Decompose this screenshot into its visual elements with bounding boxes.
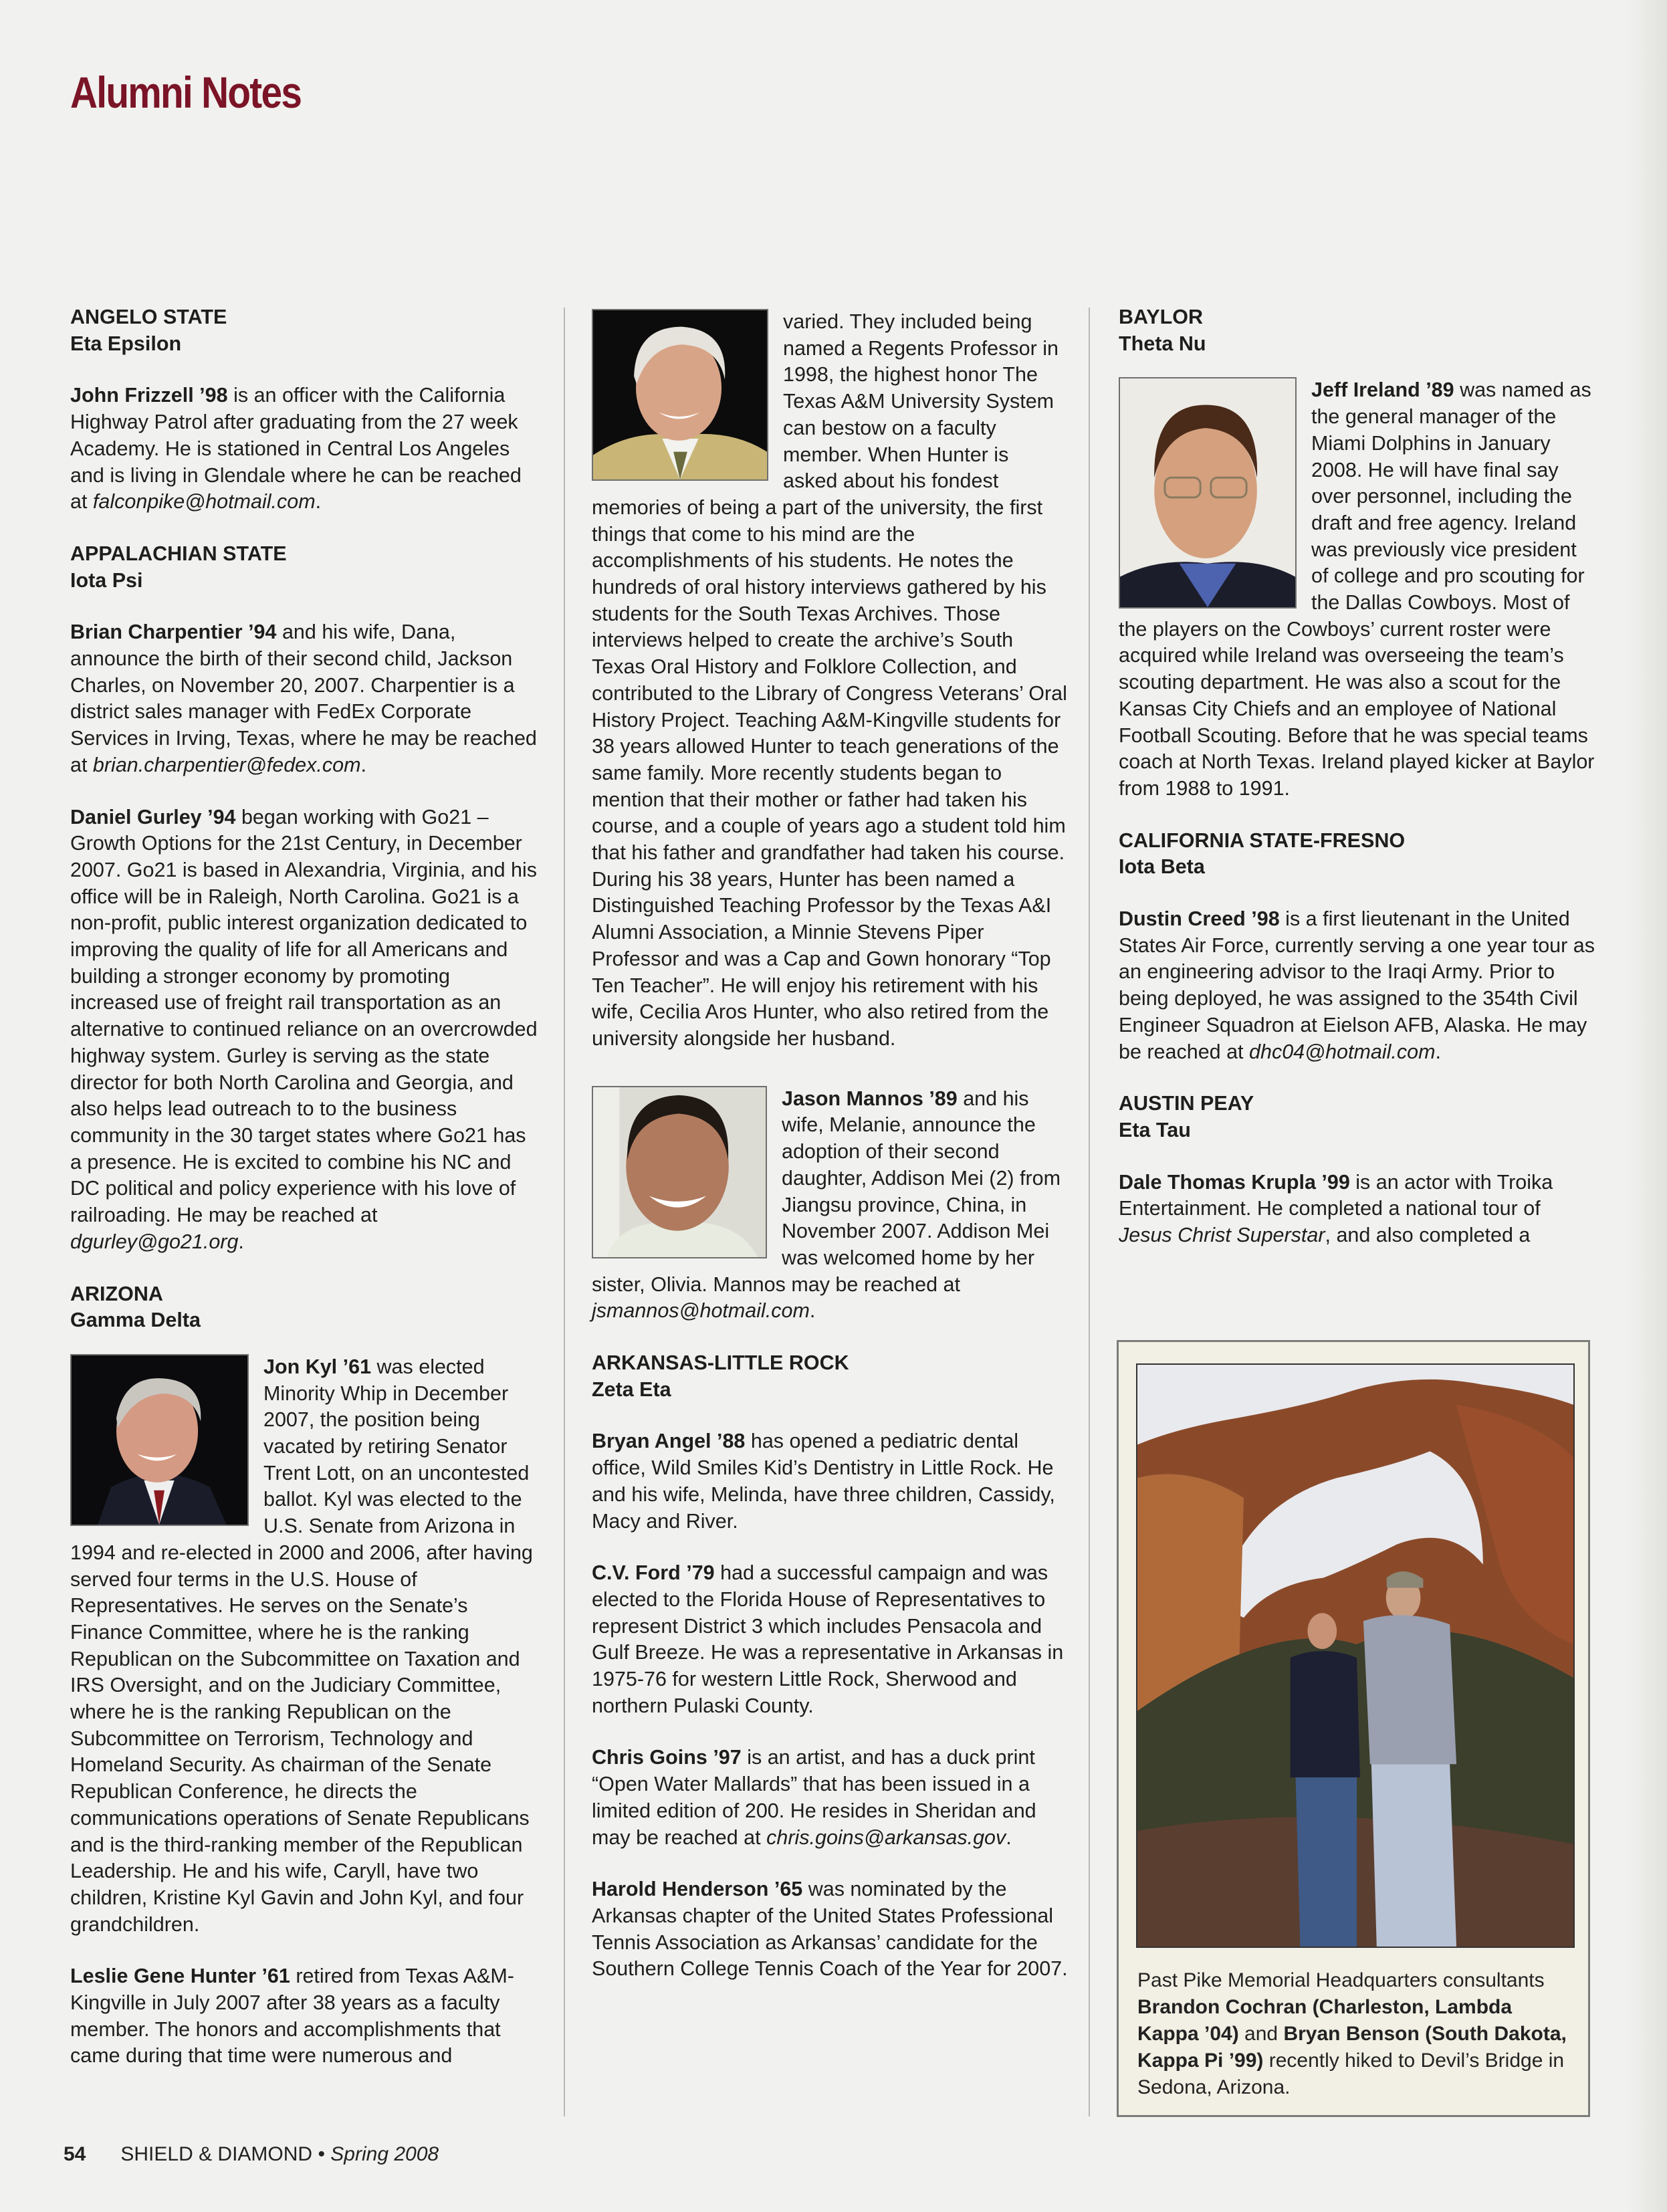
school-name: ARKANSAS-LITTLE ROCK — [592, 1351, 849, 1375]
alumnus-name: Dustin Creed ’98 — [1119, 907, 1280, 931]
chapter-name: Gamma Delta — [70, 1309, 201, 1332]
chapter-header — [1119, 304, 1595, 357]
chapter-name: Eta Tau — [1119, 1118, 1191, 1141]
portrait-jon-kyl-photo — [70, 1354, 249, 1526]
photo-caption: Past Pike Memorial Headquarters consultants Brandon Cochran (Charleston, Lambda Kappa ’04) and Bryan Benson (South Dakota, Kappa Pi ’99) recently hiked to Devil’s Bridge in Sedona, Arizona. — [1137, 1969, 1567, 2098]
column-1 — [70, 304, 538, 2070]
alumnus-name: C.V. Ford ’79 — [592, 1561, 715, 1585]
email-link[interactable]: brian.charpentier@fedex.com — [92, 753, 361, 776]
alumnus-name: Jason Mannos ’89 — [782, 1087, 958, 1110]
alumnus-name: Dale Thomas Krupla ’99 — [1119, 1170, 1350, 1194]
school-name: BAYLOR — [1119, 306, 1203, 328]
column-2 — [592, 309, 1068, 2008]
column-divider — [564, 308, 565, 2116]
chapter-header — [70, 1281, 538, 1334]
chapter-header — [70, 304, 538, 357]
chapter-name: Eta Epsilon — [70, 332, 182, 355]
publication-name: SHIELD & DIAMOND — [120, 2143, 313, 2165]
school-name: APPALACHIAN STATE — [70, 542, 287, 565]
chapter-name: Iota Psi — [70, 568, 143, 592]
alumni-note: Jeff Ireland ’89 was named as the general manager of the Miami Dolphins in January 2008. He will have final say over personnel, including the draft and free agency. Ireland was previously vice president of college and pro scouting for the Dallas Cowboys. Most of the players on the Cowboys’ current roster were acquired while Ireland was overseeing the team’s scouting department. He was also a scout for the Kansas City Chiefs and an employee of National Football Scouting. Before that he was special teams coach at North Texas. Ireland played kicker at Baylor from 1988 to 1991. — [1119, 378, 1595, 800]
landscape-photo-icon — [1137, 1365, 1573, 1947]
school-name: AUSTIN PEAY — [1119, 1092, 1254, 1115]
page-footer — [64, 2143, 439, 2166]
portrait-jason-mannos-photo — [592, 1086, 767, 1258]
portrait-leslie-hunter-photo — [592, 309, 768, 481]
alumnus-name: Daniel Gurley ’94 — [70, 805, 236, 828]
school-name: ANGELO STATE — [70, 306, 227, 328]
alumnus-name: John Frizzell ’98 — [70, 384, 228, 407]
alumni-note: Jon Kyl ’61 was elected Minority Whip in December 2007, the position being vacated by retiring Senator Trent Lott, on an uncontested ballot. Kyl was elected to the U.S. Senate from Arizona in 1994 and re-elected in 2000 and 2006, after having served four terms in the U.S. House of Representatives. He serves on the Senate’s Finance Committee, where he is the ranking Republican on the Subcommittee on Taxation and IRS Oversight, and on the Judiciary Committee, where he is the ranking Republican on the Subcommittee on Terrorism, Technology and Homeland Security. As chairman of the Senate Republican Conference, he directs the communications operations of Senate Republicans and is the third-ranking member of the Republican Leadership. He and his wife, Caryll, have two children, Kristine Kyl Gavin and John Kyl, and four grandchildren. — [70, 1355, 533, 1936]
page-title: Alumni Notes — [70, 68, 302, 117]
separator-bullet: • — [318, 2143, 325, 2165]
alumni-note: Dustin Creed ’98 is a first lieutenant in the United States Air Force, currently serving a one year tour as an engineering advisor to the Iraqi Army. Prior to being deployed, he was assigned to the 354th Civil Engineer Squadron at Eielson AFB, Alaska. He may be reached at dhc04@hotmail.com. — [1119, 907, 1595, 1063]
alumnus-name: Chris Goins ’97 — [592, 1746, 742, 1769]
alumnus-name: Jeff Ireland ’89 — [1311, 378, 1454, 402]
school-name: ARIZONA — [70, 1282, 163, 1305]
photo-feature-box — [1117, 1340, 1590, 2117]
alumni-note: Jason Mannos ’89 and his wife, Melanie, announce the adoption of their second daughter, Addison Mei (2) from Jiangsu province, China, in November 2007. Addison Mei was welcomed home by her sister, Olivia. Mannos may be reached at jsmannos@hotmail.com. — [592, 1087, 1061, 1323]
chapter-header — [70, 541, 538, 594]
chapter-name: Zeta Eta — [592, 1377, 671, 1401]
issue-date: Spring 2008 — [330, 2143, 439, 2165]
alumnus-name: Harold Henderson ’65 — [592, 1878, 803, 1901]
chapter-header — [1119, 1091, 1595, 1143]
email-link[interactable]: dhc04@hotmail.com — [1249, 1040, 1436, 1063]
alumni-note-continued: varied. They included being named a Regents Professor in 1998, the highest honor The Texas A&M University System can bestow on a faculty member. When Hunter is asked about his fondest memories of being a part of the university, the first things that come to his mind are the accomplishments of his students. He notes the hundreds of oral history interviews gathered by his students for the South Texas Archives. Those interviews helped to create the archive’s South Texas Oral History and Folklore Collection, and contributed to the Library of Congress Veterans’ Oral History Project. Teaching A&M-Kingville students for 38 years allowed Hunter to teach generations of the same family. More recently students began to mention that their mother or father had taken his course, and a couple of years ago a student told him that his father and grandfather had taken his course. During his 38 years, Hunter has been named a Distinguished Teaching Professor by the Texas A&I Alumni Association, a Minnie Stevens Piper Professor and was a Cap and Gown honorary “Top Ten Teacher”. He will enjoy his retirement with his wife, Cecilia Aros Hunter, who also retired from the university alongside her husband. — [592, 310, 1067, 1050]
school-name: CALIFORNIA STATE-FRESNO — [1119, 828, 1406, 852]
column-divider — [1089, 308, 1090, 2116]
work-title: Jesus Christ Superstar — [1119, 1224, 1325, 1247]
portrait-icon — [1120, 378, 1295, 607]
chapter-name: Theta Nu — [1119, 332, 1206, 355]
page-number: 54 — [64, 2143, 86, 2165]
alumni-note: Bryan Angel ’88 has opened a pediatric dental office, Wild Smiles Kid’s Dentistry in Little Rock. He and his wife, Melinda, have three children, Cassidy, Macy and River. — [592, 1430, 1055, 1533]
email-link[interactable]: chris.goins@arkansas.gov — [766, 1826, 1006, 1849]
devils-bridge-photo — [1136, 1363, 1575, 1948]
alumni-note: Leslie Gene Hunter ’61 retired from Texas A&M-Kingville in July 2007 after 38 years as a faculty member. The honors and accomplishments that came during that time were numerous and — [70, 1965, 514, 2068]
alumnus-name: Leslie Gene Hunter ’61 — [70, 1965, 290, 1988]
page-edge-shadow — [1627, 0, 1667, 2212]
alumni-note: Harold Henderson ’65 was nominated by the Arkansas chapter of the United States Professional Tennis Association as Arkansas’ candidate for the Southern College Tennis Coach of the Year for 2007. — [592, 1878, 1068, 1981]
chapter-header — [1119, 828, 1595, 881]
column-3 — [1119, 304, 1595, 1275]
alumni-note: John Frizzell ’98 is an officer with the California Highway Patrol after graduating from the 27 week Academy. He is stationed in Central Los Angeles and is living in Glendale where he can be reached at falconpike@hotmail.com. — [70, 384, 522, 514]
portrait-icon — [72, 1355, 247, 1525]
email-link[interactable]: dgurley@go21.org — [70, 1230, 239, 1253]
alumnus-name: Brian Charpentier ’94 — [70, 621, 277, 644]
alumni-note: Dale Thomas Krupla ’99 is an actor with Troika Entertainment. He completed a national tour of Jesus Christ Superstar, and also completed a — [1119, 1170, 1553, 1247]
email-link[interactable]: falconpike@hotmail.com — [92, 490, 316, 514]
person-name: Brandon Cochran (Charleston, Lambda Kappa ’04) — [1137, 1996, 1513, 2045]
portrait-icon — [593, 1087, 766, 1257]
portrait-jeff-ireland-photo — [1119, 377, 1297, 609]
portrait-icon — [593, 310, 767, 479]
alumni-note: C.V. Ford ’79 had a successful campaign and was elected to the Florida House of Representatives to represent District 3 which includes Pensacola and Gulf Breeze. He was a representative in Arkansas in 1975-76 for western Little Rock, Sherwood and northern Pulaski County. — [592, 1561, 1064, 1717]
alumnus-name: Bryan Angel ’88 — [592, 1430, 746, 1453]
chapter-name: Iota Beta — [1119, 855, 1205, 879]
alumnus-name: Jon Kyl ’61 — [263, 1355, 372, 1378]
alumni-note: Daniel Gurley ’94 began working with Go21 – Growth Options for the 21st Century, in December 2007. Go21 is based in Alexandria, Virginia, and his office will be in Raleigh, North Carolina. Go21 is a non-profit, public interest organization dedicated to improving the quality of life for all Americans and building a stronger economy by promoting increased use of freight rail transportation as an alternative to continued reliance on an overcrowded highway system. Gurley is serving as the state director for both North Carolina and Georgia, and also helps lead outreach to to the business community in the 30 target states where Go21 has a presence. He is excited to combine his NC and DC political and policy experience with his love of railroading. He may be reached at dgurley@go21.org. — [70, 805, 538, 1253]
person-name: Bryan Benson (South Dakota, Kappa Pi ’99) — [1137, 2023, 1567, 2072]
alumni-note: Chris Goins ’97 is an artist, and has a duck print “Open Water Mallards” that has been issued in a limited edition of 200. He resides in Sheridan and may be reached at chris.goins@arkansas.gov. — [592, 1746, 1036, 1849]
chapter-header — [592, 1350, 1068, 1403]
email-link[interactable]: jsmannos@hotmail.com — [592, 1299, 810, 1323]
alumni-note: Brian Charpentier ’94 and his wife, Dana, announce the birth of their second child, Jackson Charles, on November 20, 2007. Charpentier is a district sales manager with FedEx Corporate Services in Irving, Texas, where he may be reached at brian.charpentier@fedex.com. — [70, 621, 537, 776]
